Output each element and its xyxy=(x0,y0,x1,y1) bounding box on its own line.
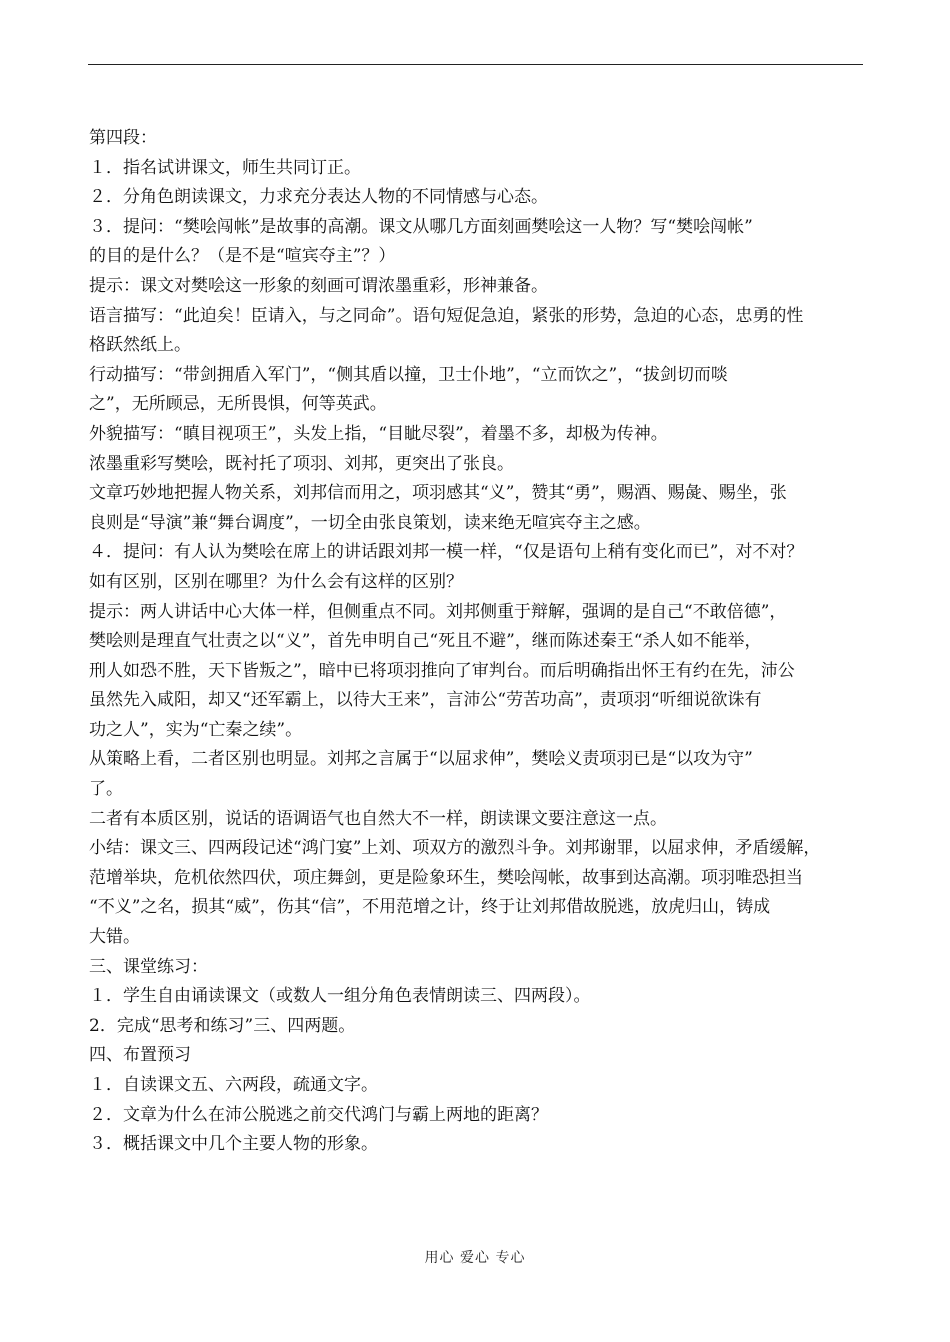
text-line: 从策略上看，二者区别也明显。刘邦之言属于“以屈求伸”，樊哙义责项羽已是“以攻为守” xyxy=(89,749,753,770)
text-line: 提示：课文对樊哙这一形象的刻画可谓浓墨重彩，形神兼备。 xyxy=(89,275,548,296)
text-line: １．自读课文五、六两段，疏通文字。 xyxy=(89,1075,378,1095)
text-line: 三、课堂练习： xyxy=(89,956,208,977)
text-line: ２．文章为什么在沛公脱逃之前交代鸿门与霸上两地的距离？ xyxy=(89,1104,548,1125)
text-line: 刑人如恐不胜，天下皆叛之”，暗中已将项羽推向了审判台。而后明确指出怀王有约在先，沛公 xyxy=(89,660,795,681)
text-line: 之”，无所顾忌，无所畏惧，何等英武。 xyxy=(89,394,387,415)
text-line: ３．提问：“樊哙闯帐”是故事的高潮。课文从哪几方面刻画樊哙这一人物？写“樊哙闯帐” xyxy=(89,216,753,237)
text-line: 虽然先入咸阳，却又“还军霸上，以待大王来”，言沛公“劳苦功高”，责项羽“听细说欲诛有 xyxy=(89,690,762,711)
text-line: １．学生自由诵读课文（或数人一组分角色表情朗读三、四两段）。 xyxy=(89,986,591,1007)
text-line: 2．完成“思考和练习”三、四两题。 xyxy=(89,1015,356,1036)
document-body xyxy=(89,124,864,1160)
text-line: 四、布置预习 xyxy=(89,1045,191,1066)
text-line: 行动描写：“带剑拥盾入军门”，“侧其盾以撞，卫士仆地”，“立而饮之”，“拔剑切而啖 xyxy=(89,364,728,385)
text-line: 提示：两人讲话中心大体一样，但侧重点不同。刘邦侧重于辩解，强调的是自己“不敢倍德”， xyxy=(89,601,787,622)
text-line: 如有区别，区别在哪里？为什么会有这样的区别？ xyxy=(89,571,463,592)
text-line: 语言描写：“此迫矣！臣请入，与之同命”。语句短促急迫，紧张的形势，急迫的心态，忠勇的性 xyxy=(89,305,804,326)
text-line: 了。 xyxy=(89,779,123,800)
text-line: 大错。 xyxy=(89,927,140,948)
text-line: 格跃然纸上。 xyxy=(89,335,191,356)
header-rule xyxy=(88,64,863,65)
text-line: １．指名试讲课文，师生共同订正。 xyxy=(89,157,361,178)
text-line: “不义”之名，损其“威”，伤其“信”，不用范增之计，终于让刘邦借故脱逃，放虎归山，铸成 xyxy=(89,897,771,918)
text-line: 范增举块，危机依然四伏，项庄舞剑，更是险象环生，樊哙闯帐，故事到达高潮。项羽唯恐担当 xyxy=(89,867,803,888)
text-line: ３．概括课文中几个主要人物的形象。 xyxy=(89,1134,378,1155)
text-line: 第四段： xyxy=(89,128,157,148)
text-line: 樊哙则是理直气壮责之以“义”，首先申明自己“死且不避”，继而陈述秦王“杀人如不能举， xyxy=(89,631,762,652)
text-line: ２．分角色朗读课文，力求充分表达人物的不同情感与心态。 xyxy=(89,187,548,208)
text-line: 外貌描写：“瞋目视项王”，头发上指，“目眦尽裂”，着墨不多，却极为传神。 xyxy=(89,423,668,444)
text-line: 文章巧妙地把握人物关系，刘邦信而用之，项羽感其“义”，赞其“勇”，赐酒、赐彘、赐坐，张 xyxy=(89,483,787,504)
text-line: 的目的是什么？（是不是“喧宾夺主”？） xyxy=(89,246,396,267)
text-line: 浓墨重彩写樊哙，既衬托了项羽、刘邦，更突出了张良。 xyxy=(89,453,514,474)
text-line: 功之人”，实为“亡秦之续”。 xyxy=(89,719,303,740)
page-footer: 用心 爱心 专心 xyxy=(424,1250,526,1266)
text-line: 小结：课文三、四两段记述“鸿门宴”上刘、项双方的激烈斗争。刘邦谢罪，以屈求伸，矛盾缓解， xyxy=(89,838,821,859)
text-line: 二者有本质区别，说话的语调语气也自然大不一样，朗读课文要注意这一点。 xyxy=(89,808,667,829)
text-line: ４．提问：有人认为樊哙在席上的讲话跟刘邦一模一样，“仅是语句上稍有变化而已”，对不对？ xyxy=(89,542,804,563)
text-line: 良则是“导演”兼“舞台调度”，一切全由张良策划，读来绝无喧宾夺主之感。 xyxy=(89,512,651,533)
